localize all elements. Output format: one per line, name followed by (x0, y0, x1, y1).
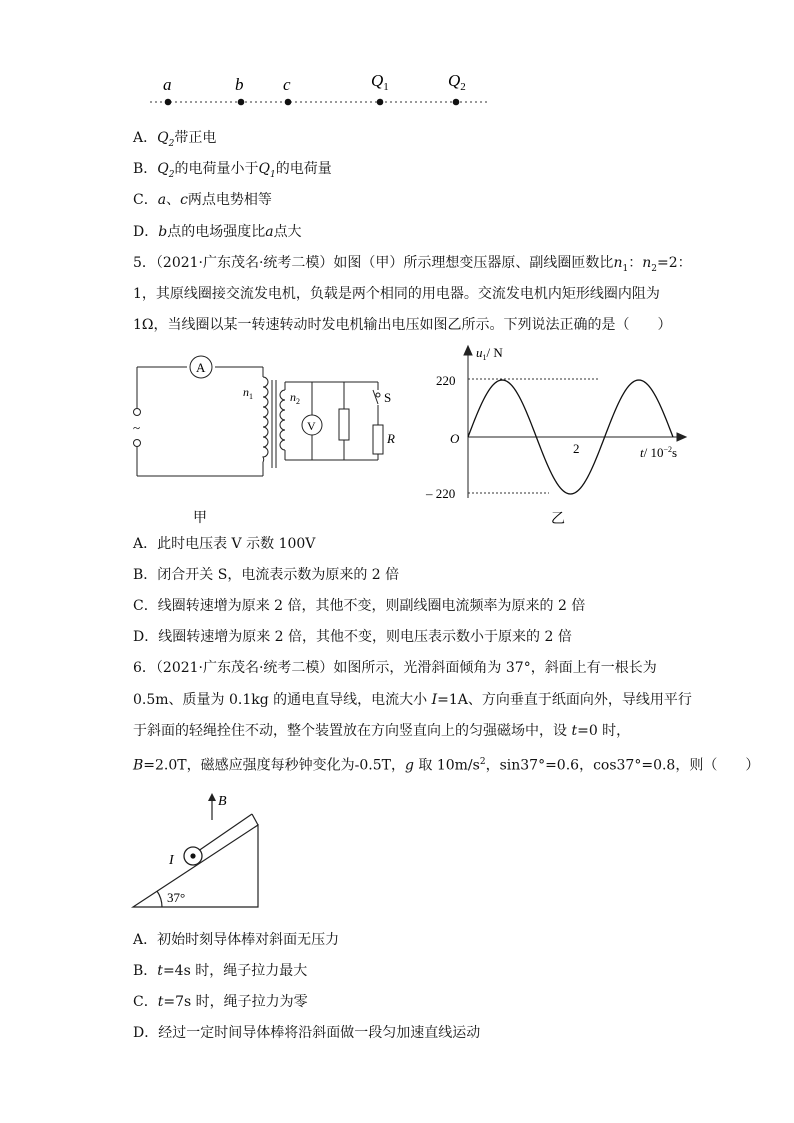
q6-option-a[interactable]: A．初始时刻导体棒对斜面无压力 (133, 932, 340, 948)
q6-stem-line2: 0.5m、质量为 0.1kg 的通电直导线，电流大小 I=1A、方向垂直于纸面向外，导线用平行 (133, 692, 692, 708)
current-out-dot-icon (190, 853, 195, 858)
x-tick-label: 2 (573, 441, 580, 456)
y-min-label: – 220 (426, 486, 456, 501)
n1-label: $n_1$ (243, 385, 253, 401)
voltage-graph (418, 340, 708, 530)
q6-stem-line3: 于斜面的轻绳拴住不动，整个装置放在方向竖直向上的匀强磁场中，设 t=0 时， (133, 723, 631, 739)
point-q2 (453, 99, 460, 106)
label-q2: $Q_2$ (448, 71, 466, 93)
q4-option-d[interactable]: D．b点的电场强度比a点大 (133, 224, 302, 240)
q6-option-b[interactable]: B．t=4s 时，绳子拉力最大 (133, 963, 308, 979)
y-max-label: 220 (436, 373, 456, 388)
q5-stem-line2: 1，其原线圈接交流发电机，负载是两个相同的用电器。交流发电机内矩形线圈内阻为 (133, 286, 660, 302)
charge-line-figure (140, 60, 500, 115)
resistor-label: R (387, 431, 395, 446)
q5-option-b[interactable]: B．闭合开关 S，电流表示数为原来的 2 倍 (133, 567, 400, 583)
current-label: I (169, 853, 174, 868)
label-b: b (235, 75, 244, 94)
q6-stem-line4: B=2.0T，磁感应强度每秒钟变化为-0.5T，g 取 $10m/s^2$，sin37°=0.6，cos37°=0.8，则（ ） (133, 757, 760, 774)
point-a (165, 99, 172, 106)
point-b (238, 99, 245, 106)
label-q1: $Q_1$ (371, 71, 389, 93)
angle-label: 37° (167, 890, 186, 905)
y-axis-label: $u_1/$ N (476, 345, 503, 362)
q6-stem-line1: 6．（2021·广东茂名·统考二模）如图所示，光滑斜面倾角为 37°，斜面上有一根长为 (133, 660, 657, 676)
label-a: a (163, 75, 172, 94)
incline-figure (125, 785, 285, 915)
switch-label: S (384, 390, 392, 405)
q4-option-a[interactable]: A．$Q_2$带正电 (133, 130, 217, 149)
ammeter-label: A (196, 360, 206, 375)
circuit-caption: 甲 (193, 511, 207, 526)
q6-option-d[interactable]: D．经过一定时间导体棒将沿斜面做一段匀加速直线运动 (133, 1025, 481, 1041)
terminal-bottom (134, 440, 141, 447)
ac-source-label: ~ (133, 420, 141, 435)
point-q1 (377, 99, 384, 106)
field-label: B (218, 794, 227, 809)
x-axis-label: t/ $10^{-2}s$ (640, 445, 678, 460)
switch-contact (376, 393, 380, 397)
point-c (285, 99, 292, 106)
transformer-circuit (125, 350, 395, 530)
q4-option-c[interactable]: C．a、c两点电势相等 (133, 192, 272, 208)
q5-option-c[interactable]: C．线圈转速增为原来 2 倍，其他不变，则副线圈电流频率为原来的 2 倍 (133, 598, 586, 614)
q4-option-b[interactable]: B．$Q_2$的电荷量小于$Q_1$的电荷量 (133, 161, 332, 180)
terminal-top (134, 409, 141, 416)
field-arrow (208, 793, 216, 801)
q5-option-d[interactable]: D．线圈转速增为原来 2 倍，其他不变，则电压表示数小于原来的 2 倍 (133, 629, 572, 645)
q5-option-a[interactable]: A．此时电压表 V 示数 100V (133, 536, 316, 552)
origin-label: O (450, 431, 460, 446)
q5-stem-line1: 5．（2021·广东茂名·统考二模）如图（甲）所示理想变压器原、副线圈匝数比$n_1$：$n_2=2$： (133, 255, 692, 274)
label-c: c (283, 75, 291, 94)
n2-label: $n_2$ (290, 390, 300, 406)
q5-stem-line3: 1Ω，当线圈以某一转速转动时发电机输出电压如图乙所示。下列说法正确的是（ ） (133, 317, 672, 333)
q6-option-c[interactable]: C．t=7s 时，绳子拉力为零 (133, 994, 308, 1010)
graph-caption: 乙 (551, 512, 565, 527)
voltmeter-label: V (307, 419, 316, 433)
